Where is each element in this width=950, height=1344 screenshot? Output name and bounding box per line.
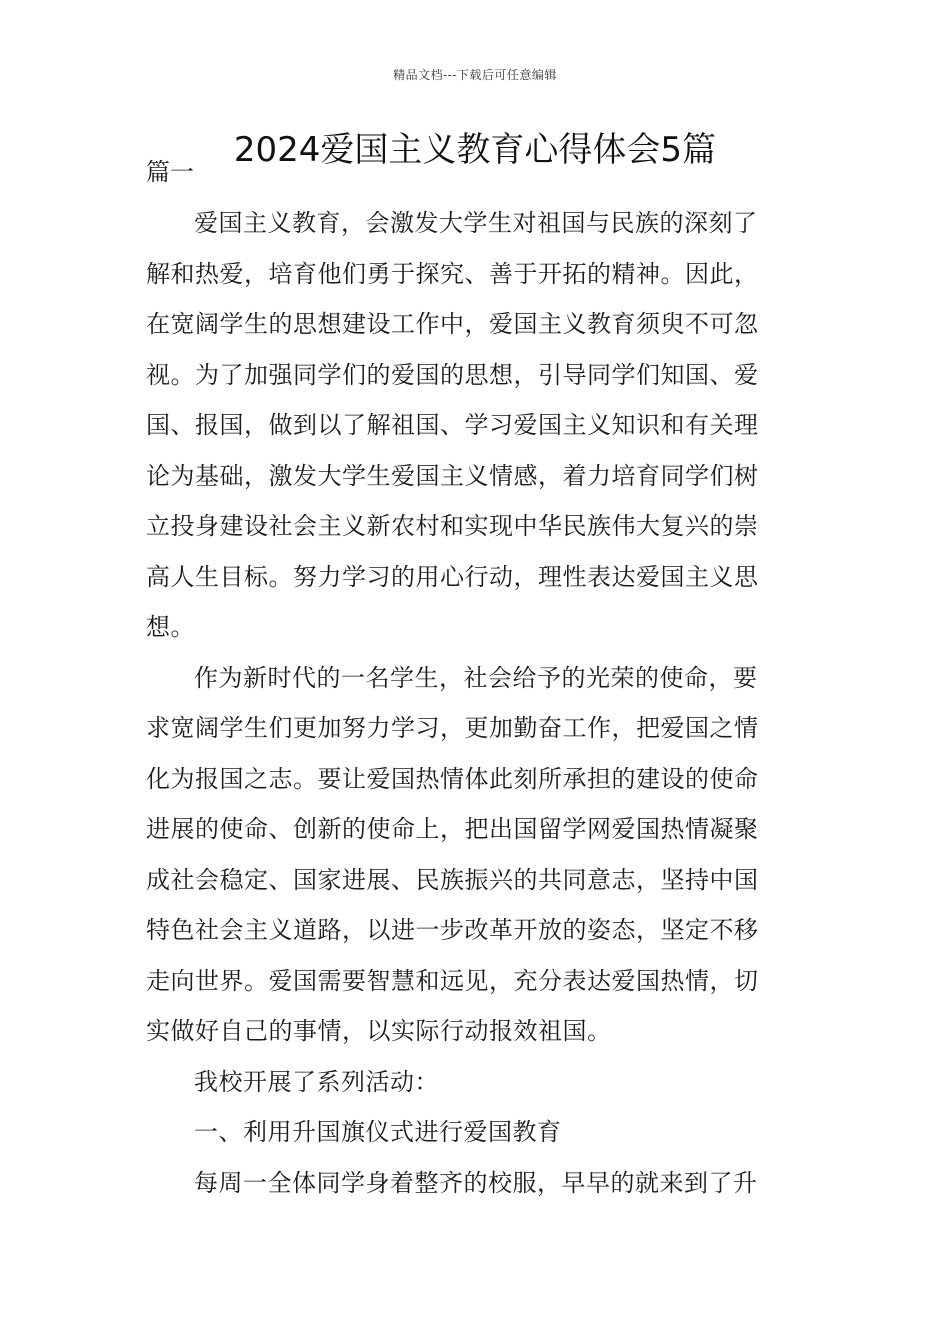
paragraph-4-heading: [146, 1107, 808, 1158]
document-body: [146, 198, 808, 1208]
document-title: 2024爱国主义教育心得体会5篇: [233, 130, 717, 170]
text-line: 一、利用升国旗仪式进行爱国教育: [194, 1118, 562, 1146]
text-line: 论为基础，激发大学生爱国主义情感，着力培育同学们树: [146, 461, 759, 490]
text-line: 高人生目标。努力学习的用心行动，理性表达爱国主义思: [146, 562, 759, 591]
text-line: 每周一全体同学身着整齐的校服，早早的就来到了升: [194, 1168, 758, 1197]
paragraph-2: [146, 653, 808, 1057]
text-line: 特色社会主义道路，以进一步改革开放的姿态，坚定不移: [146, 916, 759, 944]
text-line: 视。为了加强同学们的爱国的思想，引导同学们知国、爱: [146, 360, 759, 389]
text-line: 想。: [146, 613, 195, 641]
text-line: 爱国主义教育，会激发大学生对祖国与民族的深刻了: [194, 209, 758, 237]
text-line: 化为报国之志。要让爱国热情体此刻所承担的建设的使命: [146, 764, 759, 793]
text-line: 实做好自己的事情，以实际行动报效祖国。: [146, 1017, 612, 1045]
text-line: 进展的使命、创新的使命上，把出国留学网爱国热情凝聚: [146, 815, 759, 843]
text-line: 我校开展了系列活动：: [194, 1067, 439, 1096]
paragraph-3: [146, 1057, 808, 1108]
text-line: 成社会稳定、国家进展、民族振兴的共同意志，坚持中国: [146, 865, 759, 894]
text-line: 在宽阔学生的思想建设工作中，爱国主义教育须臾不可忽: [146, 310, 759, 338]
text-line: 解和热爱，培育他们勇于探究、善于开拓的精神。因此，: [146, 259, 759, 288]
text-line: 求宽阔学生们更加努力学习，更加勤奋工作，把爱国之情: [146, 714, 759, 742]
text-line: 国、报国，做到以了解祖国、学习爱国主义知识和有关理: [146, 411, 759, 439]
paragraph-5: [146, 1158, 808, 1209]
text-line: 立投身建设社会主义新农村和实现中华民族伟大复兴的崇: [146, 512, 759, 540]
text-line: 走向世界。爱国需要智慧和远见，充分表达爱国热情，切: [146, 966, 759, 995]
page-header: 精品文档---下载后可任意编辑: [393, 68, 557, 82]
section-label: 篇一: [146, 158, 194, 186]
text-line: 作为新时代的一名学生，社会给予的光荣的使命，要: [194, 663, 758, 692]
paragraph-1: [146, 198, 808, 653]
